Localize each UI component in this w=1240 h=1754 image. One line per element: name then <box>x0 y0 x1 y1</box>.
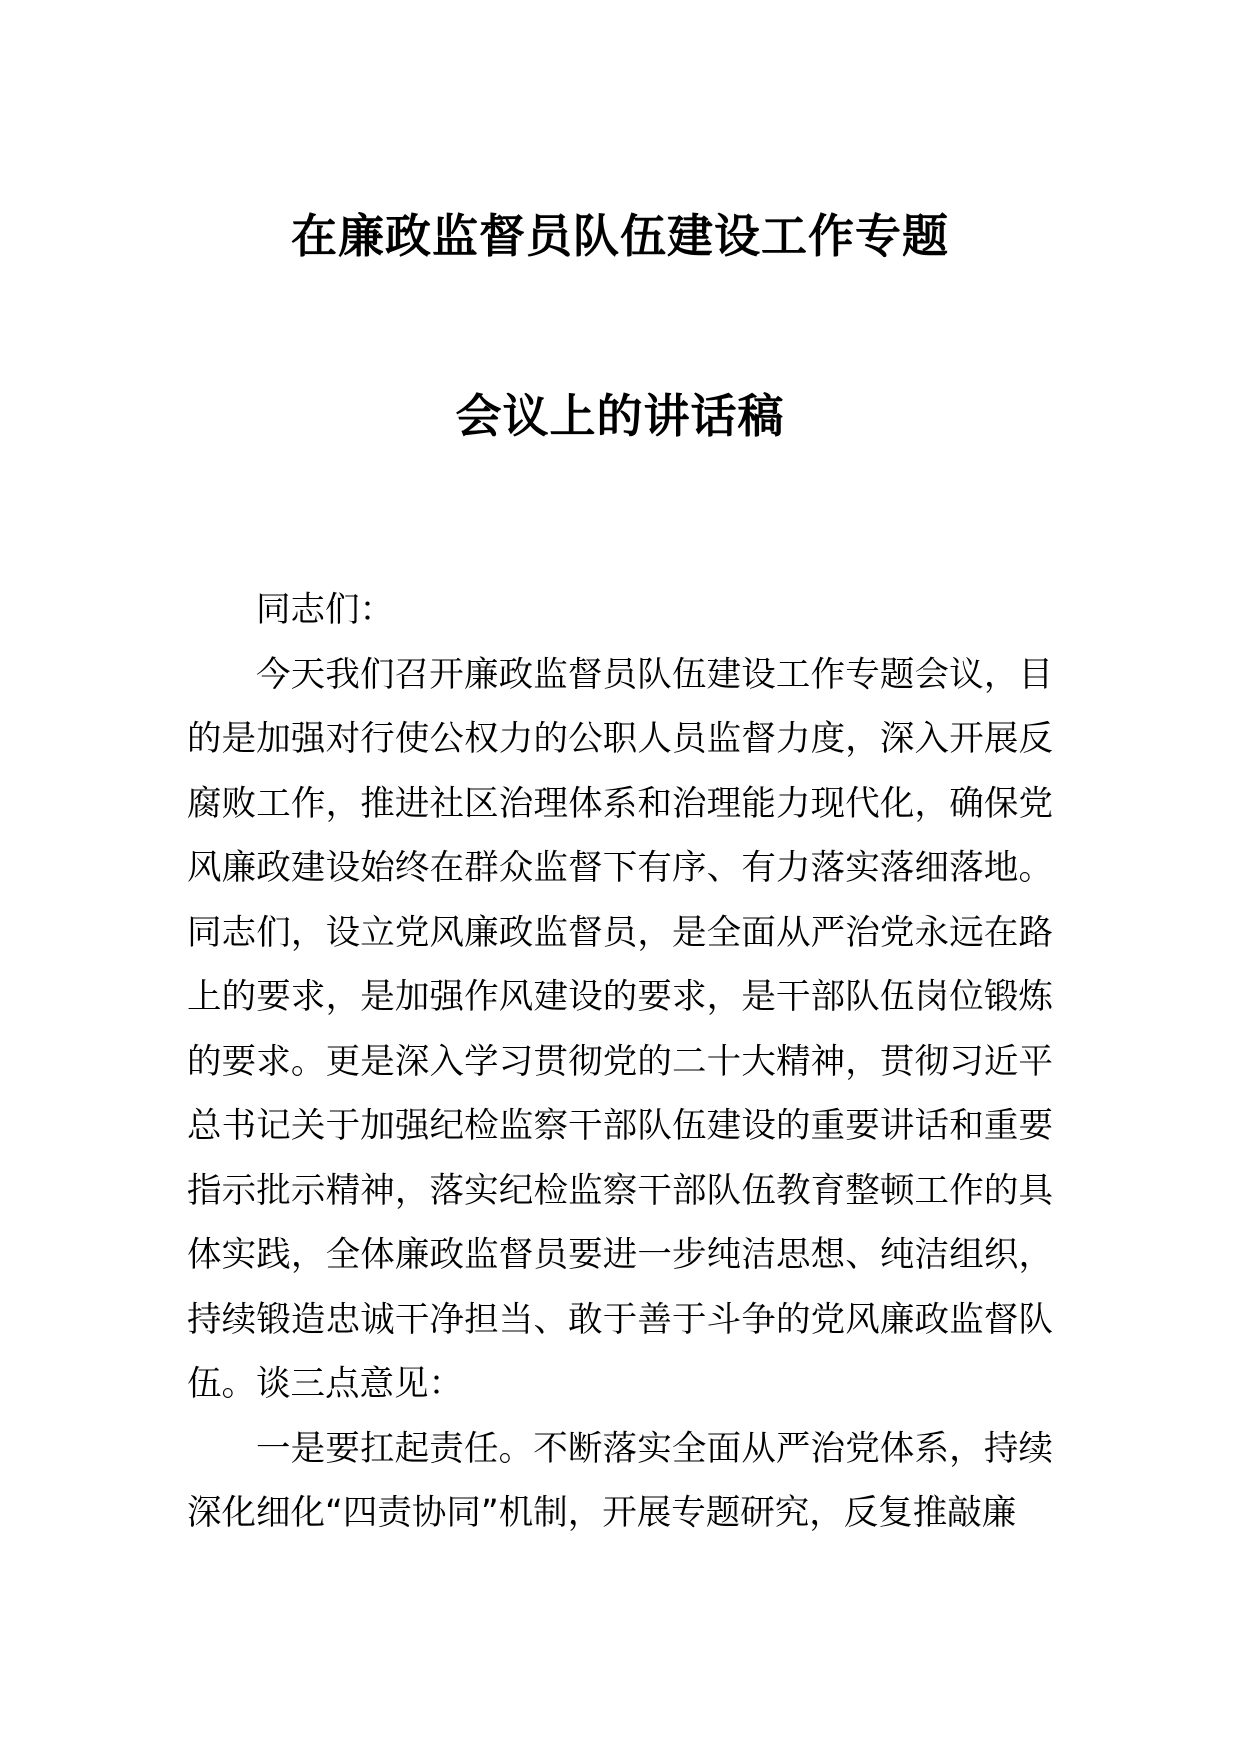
document-body <box>187 578 1053 1546</box>
paragraph-1: 今天我们召开廉政监督员队伍建设工作专题会议，目的是加强对行使公权力的公职人员监督力度，深入开展反腐败工作，推进社区治理体系和治理能力现代化，确保党风廉政建设始终在群众监督下有序、有力落实落细落地。同志们，设立党风廉政监督员，是全面从严治党永远在路上的要求，是加强作风建设的要求，是干部队伍岗位锻炼的要求。更是深入学习贯彻党的二十大精神，贯彻习近平总书记关于加强纪检监察干部队伍建设的重要讲话和重要指示批示精神，落实纪检监察干部队伍教育整顿工作的具体实践，全体廉政监督员要进一步纯洁思想、纯洁组织，持续锻造忠诚干净担当、敢于善于斗争的党风廉政监督队伍。谈三点意见： <box>187 654 1053 1404</box>
document-title-line-2: 会议上的讲话稿 <box>455 389 785 443</box>
document-title-line-1: 在廉政监督员队伍建设工作专题 <box>291 209 949 263</box>
salutation: 同志们： <box>256 590 394 630</box>
paragraph-2: 一是要扛起责任。不断落实全面从严治党体系，持续深化细化“四责协同”机制，开展专题研究，反复推敲廉 <box>187 1428 1053 1533</box>
